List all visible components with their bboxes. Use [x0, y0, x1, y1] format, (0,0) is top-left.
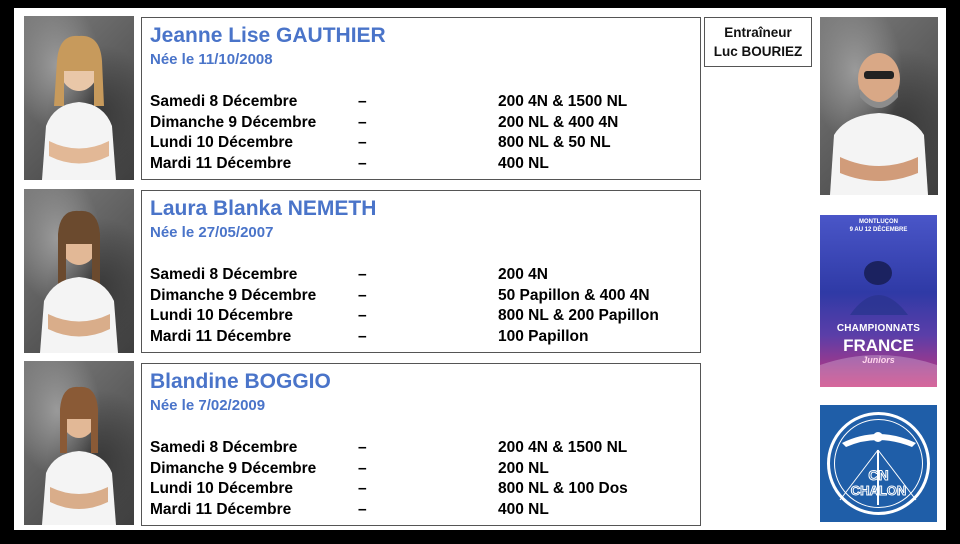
- schedule-row: [150, 93, 695, 114]
- poster-title-2: FRANCE: [843, 336, 914, 355]
- schedule-row: [150, 134, 695, 155]
- schedule-row: [150, 307, 695, 328]
- schedule-dash: –: [358, 480, 367, 497]
- schedule-events: 200 4N & 1500 NL: [498, 439, 628, 456]
- schedule-events: 100 Papillon: [498, 327, 589, 345]
- championship-poster: [820, 215, 937, 387]
- swimmer-name: Blandine BOGGIO: [150, 370, 331, 393]
- poster-dates: 9 AU 12 DÉCEMBRE: [849, 227, 908, 233]
- schedule-events: 200 NL: [498, 459, 549, 477]
- schedule-day: Dimanche 9 Décembre: [150, 459, 317, 477]
- schedule-events: 200 4N & 1500 NL: [498, 93, 628, 110]
- schedule-dash: –: [358, 134, 367, 151]
- schedule-day: Samedi 8 Décembre: [150, 439, 298, 456]
- logo-text-1: CN: [868, 467, 889, 483]
- swimmer-card: [141, 363, 701, 526]
- page-frame: [14, 8, 946, 530]
- coach-title: Entraîneur: [724, 25, 792, 40]
- schedule-row: [150, 480, 695, 501]
- schedule-day: Samedi 8 Décembre: [150, 93, 298, 110]
- schedule-list: [150, 439, 695, 521]
- logo-text-2: CHALON: [850, 483, 907, 498]
- schedule-day: Mardi 11 Décembre: [150, 327, 292, 345]
- person-silhouette-icon: [24, 16, 134, 180]
- schedule-events: 800 NL & 50 NL: [498, 134, 611, 151]
- person-silhouette-icon: [24, 189, 134, 353]
- schedule-day: Mardi 11 Décembre: [150, 154, 292, 172]
- poster-title-1: CHAMPIONNATS: [836, 323, 921, 334]
- schedule-row: [150, 266, 695, 287]
- swimmer-name: Jeanne Lise GAUTHIER: [150, 24, 386, 47]
- swimmer-card: [141, 190, 701, 353]
- schedule-day: Dimanche 9 Décembre: [150, 113, 317, 131]
- schedule-row: [150, 287, 695, 308]
- schedule-dash: –: [358, 327, 367, 345]
- club-logo-icon: [820, 405, 937, 522]
- schedule-day: Samedi 8 Décembre: [150, 266, 298, 283]
- schedule-events: 800 NL & 200 Papillon: [498, 307, 659, 324]
- schedule-dash: –: [358, 307, 367, 324]
- swimmer-photo-nemeth: [24, 189, 134, 353]
- schedule-dash: –: [358, 439, 367, 456]
- schedule-dash: –: [358, 93, 367, 110]
- schedule-events: 400 NL: [498, 500, 549, 518]
- person-silhouette-icon: [820, 17, 938, 195]
- club-logo: [820, 405, 937, 522]
- poster-title-3: Juniors: [862, 355, 895, 365]
- schedule-row: [150, 328, 695, 349]
- schedule-events: 400 NL: [498, 154, 549, 172]
- schedule-row: [150, 439, 695, 460]
- schedule-events: 800 NL & 100 Dos: [498, 480, 628, 497]
- person-silhouette-icon: [24, 361, 134, 525]
- schedule-events: 200 4N: [498, 266, 548, 283]
- schedule-day: Lundi 10 Décembre: [150, 134, 293, 151]
- swimmer-birthdate: Née le 7/02/2009: [150, 397, 266, 414]
- schedule-row: [150, 114, 695, 135]
- schedule-day: Lundi 10 Décembre: [150, 480, 293, 497]
- schedule-events: 200 NL & 400 4N: [498, 113, 619, 131]
- schedule-dash: –: [358, 500, 367, 518]
- schedule-dash: –: [358, 113, 367, 131]
- schedule-row: [150, 155, 695, 176]
- swimmer-name: Laura Blanka NEMETH: [150, 197, 377, 220]
- coach-box: [704, 17, 812, 67]
- schedule-day: Dimanche 9 Décembre: [150, 286, 317, 304]
- poster-location: MONTLUÇON: [859, 219, 898, 225]
- swimmer-card: [141, 17, 701, 180]
- schedule-day: Lundi 10 Décembre: [150, 307, 293, 324]
- schedule-dash: –: [358, 286, 367, 304]
- schedule-day: Mardi 11 Décembre: [150, 500, 292, 518]
- schedule-row: [150, 460, 695, 481]
- swimmer-photo-boggio: [24, 361, 134, 525]
- schedule-list: [150, 93, 695, 175]
- schedule-dash: –: [358, 154, 367, 172]
- swimmer-photo-gauthier: [24, 16, 134, 180]
- schedule-events: 50 Papillon & 400 4N: [498, 286, 650, 304]
- swimmer-birthdate: Née le 27/05/2007: [150, 224, 274, 241]
- coach-photo: [820, 17, 938, 195]
- schedule-row: [150, 501, 695, 522]
- coach-name: Luc BOURIEZ: [713, 44, 803, 59]
- schedule-list: [150, 266, 695, 348]
- schedule-dash: –: [358, 266, 367, 283]
- swimmer-birthdate: Née le 11/10/2008: [150, 51, 273, 68]
- schedule-dash: –: [358, 459, 367, 477]
